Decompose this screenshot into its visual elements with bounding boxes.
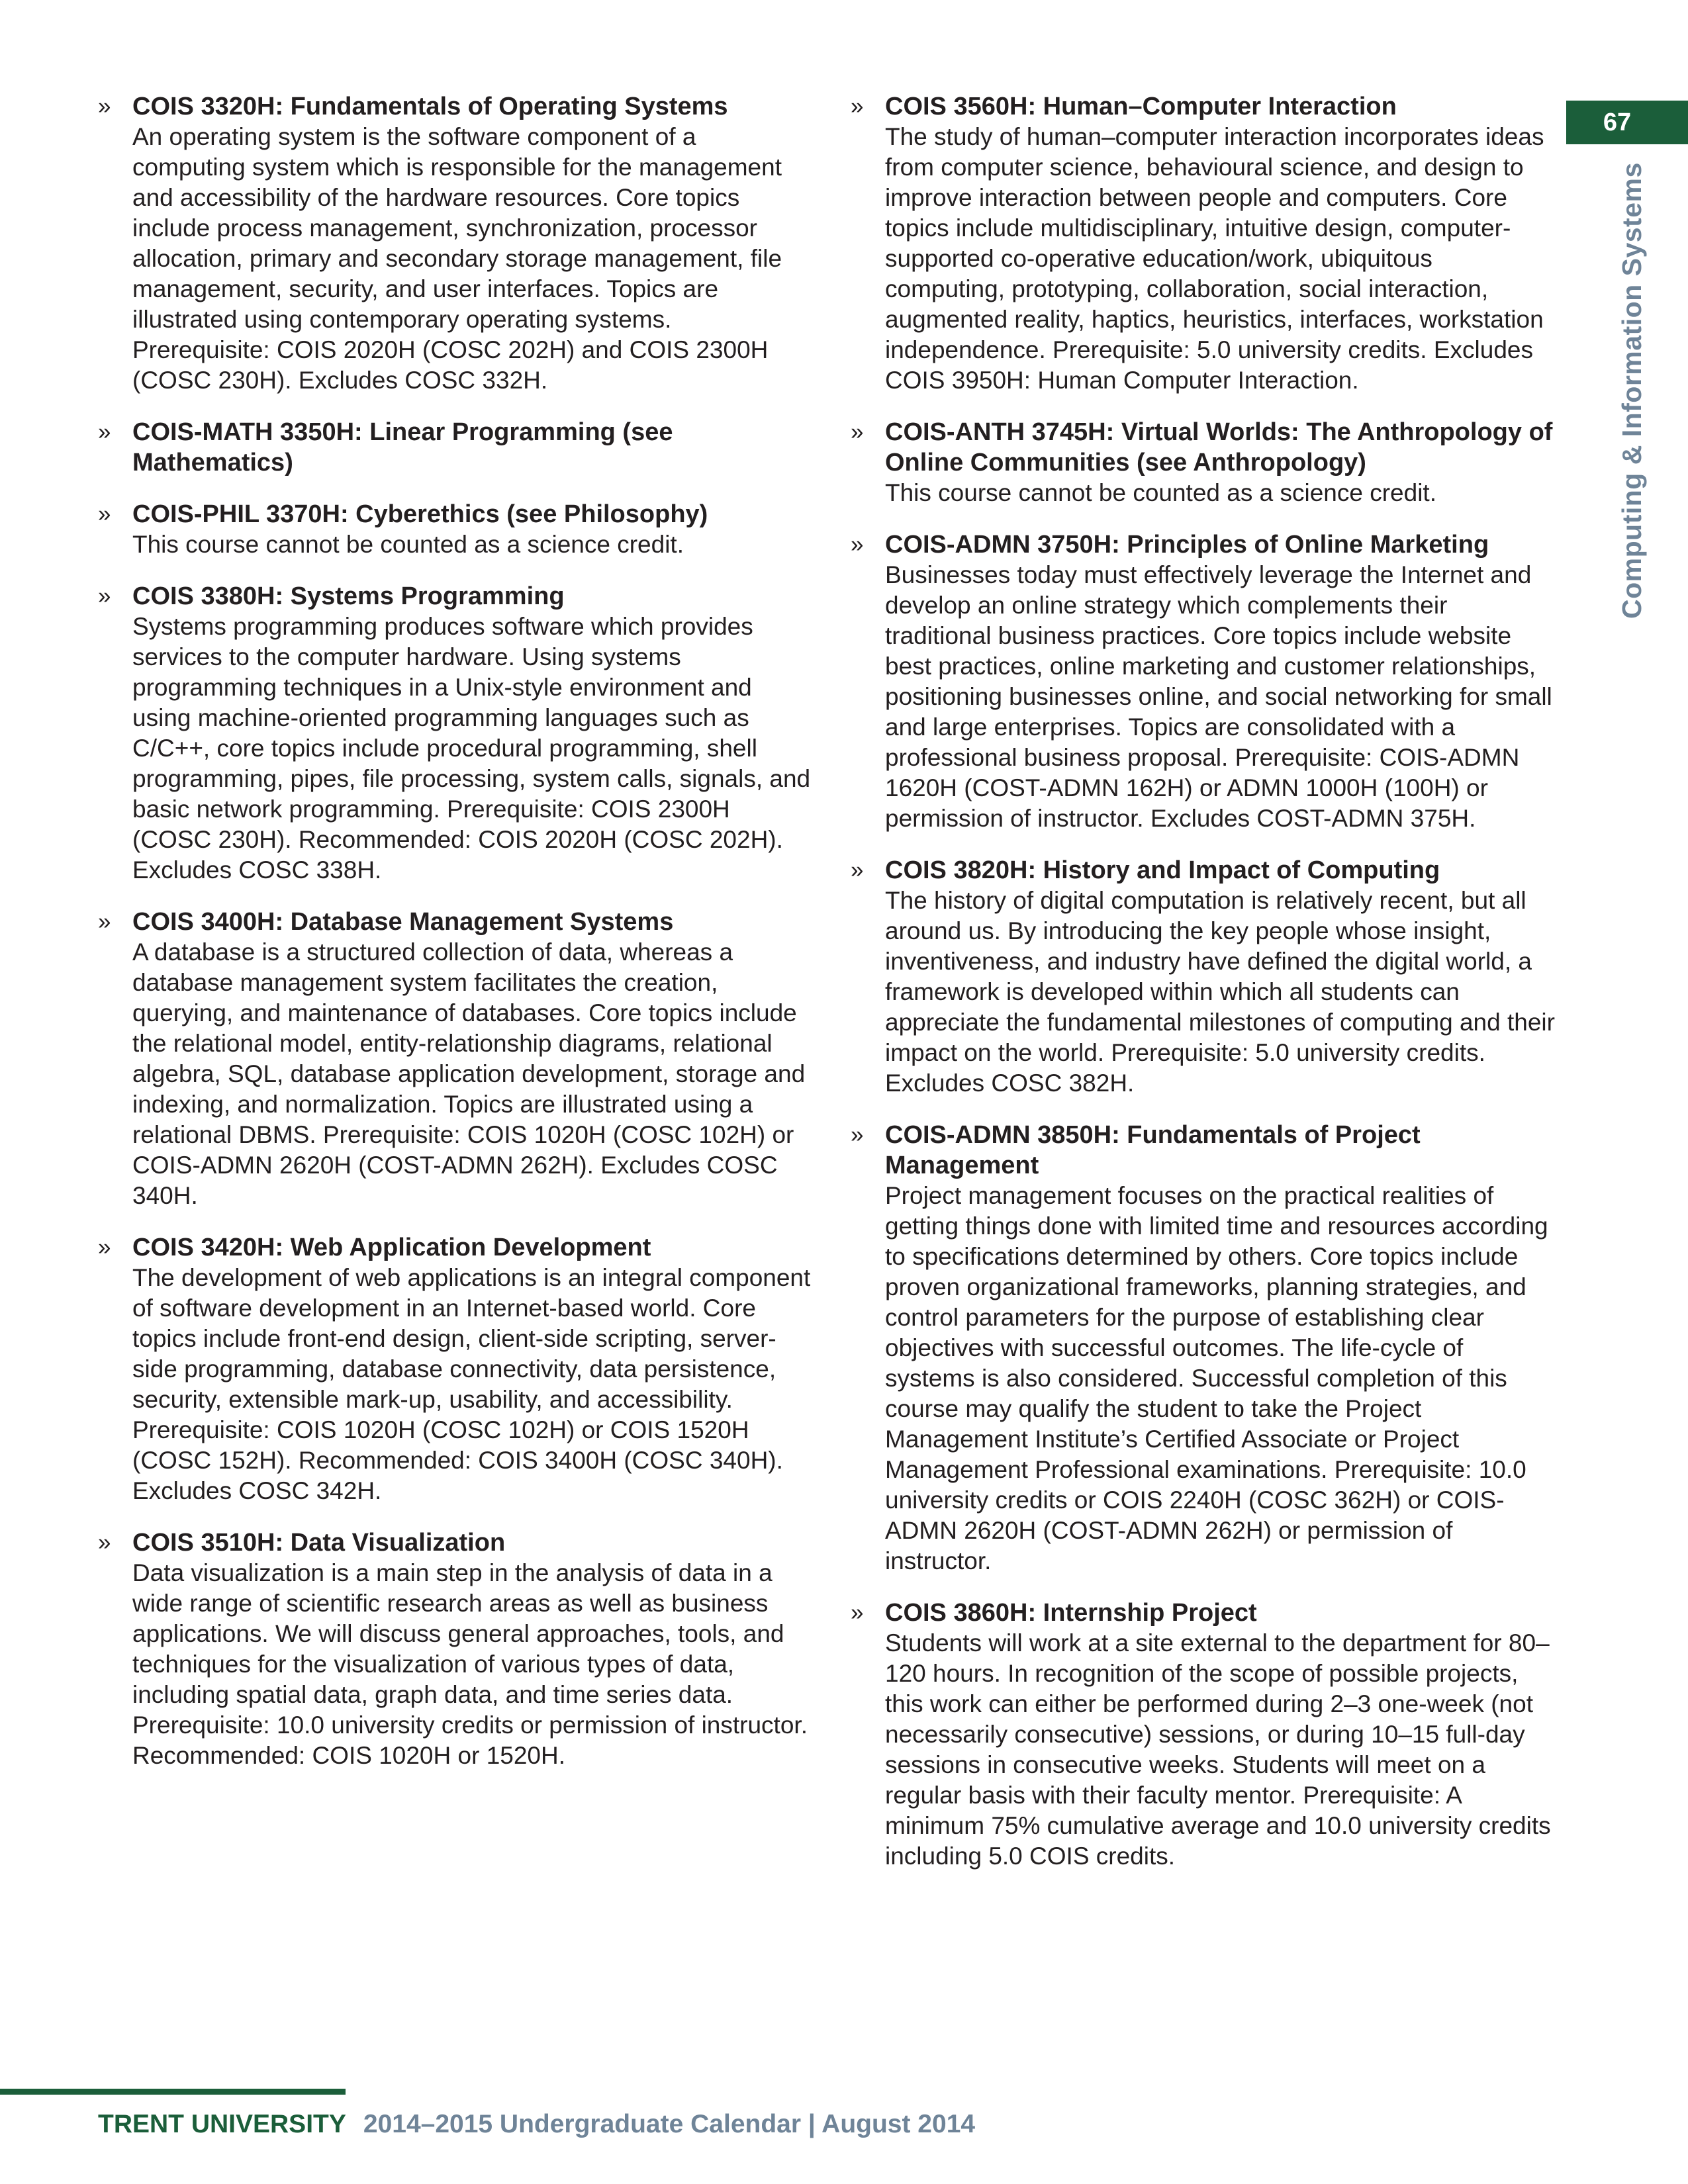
course-description: Systems programming produces software which provides services to the computer hardware. Using systems programming techniques in a Unix-style environment and using machine-oriented programming languages such as C/C++, core topics include procedural programming, shell programming, pipes, file processing, system calls, signals, and basic network programming. Prerequisite: COIS 2300H (COSC 230H). Recommended: COIS 2020H (COSC 202H). Excludes COSC 338H. <box>132 613 811 884</box>
course-title: COIS-ADMN 3850H: Fundamentals of Project Management <box>885 1121 1421 1179</box>
footer-university: TRENT UNIVERSITY <box>98 2110 346 2138</box>
course-entry <box>851 1598 1559 1872</box>
course-entry <box>98 581 813 886</box>
course-description: A database is a structured collection of data, whereas a database management system facilitates the creation, querying, and maintenance of databases. Core topics include the relational model, entity-relationship diagrams, relational algebra, SQL, database application development, storage and indexing, and normalization. Topics are illustrated using a relational DBMS. Prerequisite: COIS 1020H (COSC 102H) or COIS-ADMN 2620H (COST-ADMN 262H). Excludes COSC 340H. <box>132 938 806 1209</box>
course-entry <box>851 417 1559 508</box>
course-entry <box>98 1232 813 1506</box>
course-title: COIS-MATH 3350H: Linear Programming (see Mathematics) <box>132 418 673 477</box>
bullet-marker: » <box>98 583 111 609</box>
bullet-marker: » <box>851 419 864 445</box>
course-entry <box>98 1527 813 1771</box>
course-title: COIS 3560H: Human–Computer Interaction <box>885 93 1397 120</box>
course-entry <box>851 91 1559 396</box>
course-description: The history of digital computation is relatively recent, but all around us. By introducing the key people whose insight, inventiveness, and industry have defined the digital world, a framework is developed within which all students can appreciate the fundamental milestones of computing and their impact on the world. Prerequisite: 5.0 university credits. Excludes COSC 382H. <box>885 887 1555 1097</box>
course-title: COIS-PHIL 3370H: Cyberethics (see Philosophy) <box>132 500 708 528</box>
right-column <box>851 91 1559 1893</box>
bullet-marker: » <box>98 93 111 119</box>
course-title: COIS 3400H: Database Management Systems <box>132 908 674 936</box>
footer-rule <box>0 2089 346 2095</box>
course-title: COIS 3320H: Fundamentals of Operating Systems <box>132 93 728 120</box>
course-entry <box>98 417 813 478</box>
page-number-badge <box>1566 101 1688 144</box>
course-title: COIS-ANTH 3745H: Virtual Worlds: The Anthropology of Online Communities (see Anthropology) <box>885 418 1553 477</box>
course-description: An operating system is the software component of a computing system which is responsible for the management and accessibility of the hardware resources. Core topics include process management, synchronization, processor allocation, primary and secondary storage management, file management, security, and user interfaces. Topics are illustrated using contemporary operating systems. Prerequisite: COIS 2020H (COSC 202H) and COIS 2300H (COSC 230H). Excludes COSC 332H. <box>132 123 782 394</box>
course-description: Data visualization is a main step in the analysis of data in a wide range of scientific research areas as well as business applications. We will discuss general approaches, tools, and techniques for the visualization of various types of data, including spatial data, graph data, and time series data. Prerequisite: 10.0 university credits or permission of instructor. Recommended: COIS 1020H or 1520H. <box>132 1559 808 1769</box>
bullet-marker: » <box>98 909 111 934</box>
course-title: COIS 3820H: History and Impact of Computing <box>885 856 1440 884</box>
course-entry <box>98 91 813 396</box>
bullet-marker: » <box>851 93 864 119</box>
course-entry <box>98 907 813 1211</box>
course-title: COIS-ADMN 3750H: Principles of Online Marketing <box>885 531 1489 559</box>
course-entry <box>851 855 1559 1099</box>
course-description: Businesses today must effectively leverage the Internet and develop an online strategy which complements their traditional business practices. Core topics include website best practices, online marketing and customer relationships, positioning businesses online, and social networking for small and large enterprises. Topics are consolidated with a professional business proposal. Prerequisite: COIS-ADMN 1620H (COST-ADMN 162H) or ADMN 1000H (100H) or permission of instructor. Excludes COST-ADMN 375H. <box>885 561 1552 832</box>
course-entry <box>851 1120 1559 1576</box>
bullet-marker: » <box>98 1234 111 1260</box>
course-entry <box>851 529 1559 834</box>
bullet-marker: » <box>851 1122 864 1148</box>
course-description: This course cannot be counted as a science credit. <box>885 479 1436 506</box>
course-description: Project management focuses on the practical realities of getting things done with limited time and resources according to specifications determined by others. Core topics include proven organizational frameworks, planning strategies, and control parameters for the purpose of establishing clear objectives with successful outcomes. The life-cycle of systems is also considered. Successful completion of this course may qualify the student to take the Project Management Institute’s Certified Associate or Project Management Professional examinations. Prerequisite: 10.0 university credits or COIS 2240H (COSC 362H) or COIS-ADMN 2620H (COST-ADMN 262H) or permission of instructor. <box>885 1182 1548 1574</box>
course-description: Students will work at a site external to the department for 80–120 hours. In recognition of the scope of possible projects, this work can either be performed during 2–3 one-week (not necessarily consecutive) sessions, or during 10–15 full-day sessions in consecutive weeks. Students will meet on a regular basis with their faculty mentor. Prerequisite: A minimum 75% cumulative average and 10.0 university credits including 5.0 COIS credits. <box>885 1629 1551 1870</box>
bullet-marker: » <box>98 419 111 445</box>
section-title: Computing & Information Systems <box>1617 162 1647 619</box>
bullet-marker: » <box>851 1600 864 1625</box>
bullet-marker: » <box>98 501 111 527</box>
course-title: COIS 3380H: Systems Programming <box>132 582 565 610</box>
left-column <box>98 91 813 1792</box>
footer <box>98 2110 975 2139</box>
bullet-marker: » <box>851 857 864 883</box>
bullet-marker: » <box>851 531 864 557</box>
page-number: 67 <box>1603 108 1632 136</box>
course-entry <box>98 499 813 560</box>
bullet-marker: » <box>98 1529 111 1555</box>
footer-calendar-title: 2014–2015 Undergraduate Calendar | August 2014 <box>363 2110 976 2138</box>
course-description: The development of web applications is an integral component of software development in an Internet-based world. Core topics include front-end design, client-side scripting, server-side programming, database connectivity, data persistence, security, extensible mark-up, usability, and accessibility. Prerequisite: COIS 1020H (COSC 102H) or COIS 1520H (COSC 152H). Recommended: COIS 3400H (COSC 340H). Excludes COSC 342H. <box>132 1264 811 1504</box>
course-description: This course cannot be counted as a science credit. <box>132 531 684 558</box>
course-title: COIS 3420H: Web Application Development <box>132 1234 651 1261</box>
course-title: COIS 3510H: Data Visualization <box>132 1529 506 1557</box>
course-description: The study of human–computer interaction incorporates ideas from computer science, behavioural science, and design to improve interaction between people and computers. Core topics include multidisciplinary, intuitive design, computer-supported co-operative education/work, ubiquitous computing, prototyping, collaboration, social interaction, augmented reality, haptics, heuristics, interfaces, workstation independence. Prerequisite: 5.0 university credits. Excludes COIS 3950H: Human Computer Interaction. <box>885 123 1544 394</box>
course-title: COIS 3860H: Internship Project <box>885 1599 1257 1627</box>
